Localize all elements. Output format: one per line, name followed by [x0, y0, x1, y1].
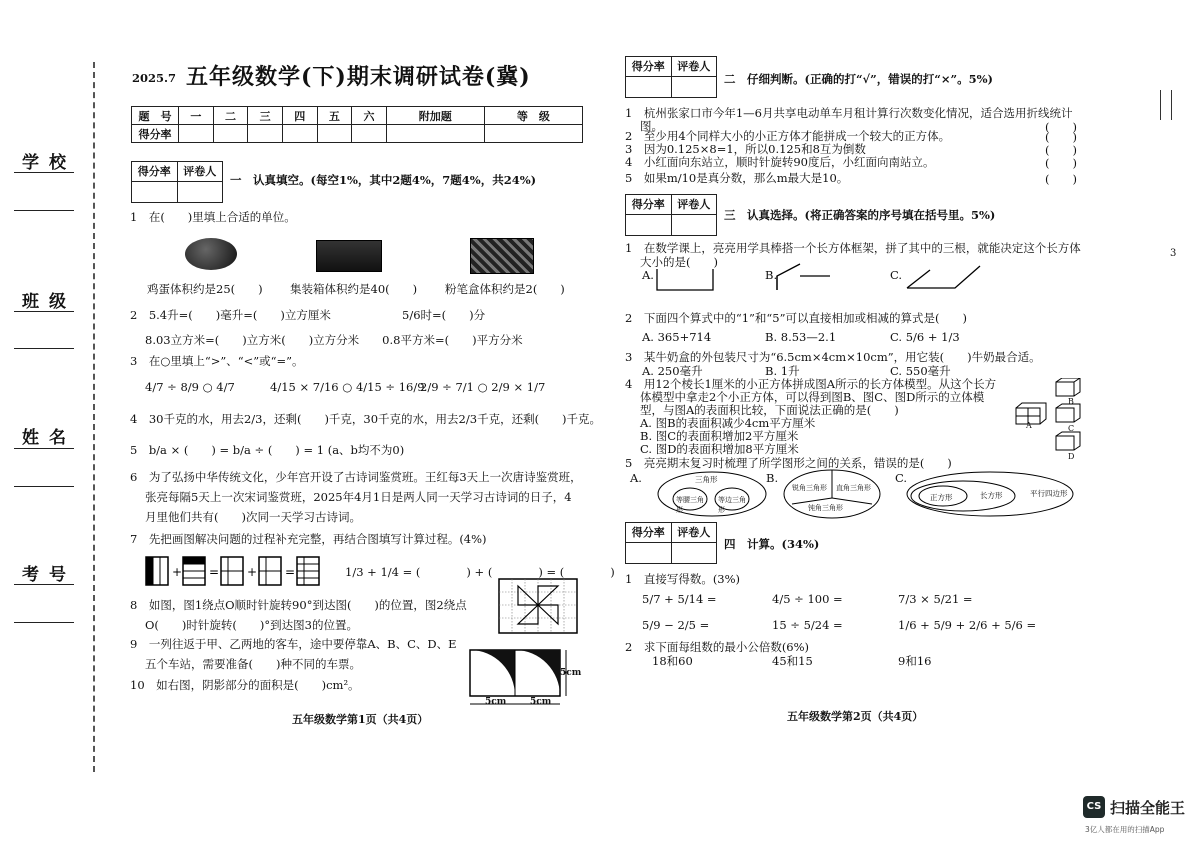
- q3-text: 3 在○里填上“>”、“<”或“=”。: [130, 354, 304, 368]
- school-line: [14, 172, 74, 173]
- score-table-cell: 二: [213, 107, 248, 125]
- camscanner-logo: CS: [1083, 796, 1105, 818]
- cube-label-c: C: [1068, 424, 1075, 433]
- s3-q4-line-3: 型，与图A的表面积比较，下面说法正确的是( ): [640, 403, 899, 417]
- s3-q5-opt-a: A.: [630, 471, 642, 485]
- q1-item-chalkbox: 粉笔盒体积约是2( ): [445, 282, 565, 296]
- cube-label-b: B: [1068, 397, 1074, 406]
- q8-rotation-grid: [498, 578, 578, 634]
- s4-q2-text: 2 求下面每组数的最小公倍数(6%): [625, 640, 810, 654]
- score-table-cell: 得分率: [132, 125, 179, 143]
- s3-q1-figure-c: [905, 262, 985, 294]
- class-line: [14, 311, 74, 312]
- venn-a-outer: 三角形: [695, 475, 718, 484]
- q5-text: 5 b/a × ( ) = b/a ÷ ( ) = 1 (a、b均不为0): [130, 443, 405, 457]
- s4-q1-item: 15 ÷ 5/24 =: [772, 618, 843, 632]
- section1-scorebox: [131, 161, 223, 203]
- q4-text: 4 30千克的水，用去2/3，还剩( )千克，30千克的水，用去2/3千克，还剩( )千克。: [130, 412, 602, 426]
- s3-q1-opt-b: B.: [765, 268, 778, 282]
- answer-paren[interactable]: ( ): [1045, 172, 1077, 186]
- q9-line-1: 9 一列往返于甲、乙两地的客车，途中要停靠A、B、C、D、E: [130, 637, 457, 651]
- section4-scorebox: [625, 522, 717, 564]
- name-label: 姓名: [22, 428, 76, 448]
- q7-text: 7 先把画图解决问题的过程补充完整，再结合图填写计算过程。(4%): [130, 532, 487, 546]
- s3-q5-text: 5 亮亮期末复习时梳理了所学图形之间的关系，错误的是( ): [625, 456, 952, 470]
- venn-c-parallelogram: 平行四边形: [1030, 489, 1068, 498]
- venn-c-rectangle: 长方形: [980, 491, 1003, 500]
- score-table-cell: 六: [352, 107, 387, 125]
- section4-title: 四 计算。(34%): [724, 537, 820, 551]
- scorebox-label: 评卷人: [677, 60, 711, 73]
- scorebox-label: 得分率: [626, 195, 672, 214]
- name-line-2: [14, 486, 74, 487]
- score-table-cell: 等 级: [484, 107, 582, 125]
- side-page-number: 3: [1170, 248, 1177, 259]
- container-image: [316, 240, 382, 272]
- score-table-cell: 五: [317, 107, 352, 125]
- scorebox-label: 评卷人: [677, 526, 711, 539]
- s4-q1-text: 1 直接写得数。(3%): [625, 572, 741, 586]
- s3-q3-opt-a: A. 250毫升: [642, 364, 703, 378]
- svg-text:+: +: [247, 565, 258, 579]
- section2-title: 二 仔细判断。(正确的打“√”，错误的打“×”。5%): [724, 72, 993, 86]
- s3-q2-text: 2 下面四个算式中的“1”和“5”可以直接相加或相减的算式是( ): [625, 311, 967, 325]
- id-label: 考号: [22, 565, 76, 585]
- score-cell: [352, 125, 387, 143]
- cube-models-figure: [1012, 378, 1082, 458]
- q10-width-label-2: 5cm: [530, 697, 552, 707]
- s2-item-5: 5 如果m/10是真分数，那么m最大是10。: [625, 171, 849, 185]
- cube-label-a: A: [1026, 421, 1032, 430]
- score-cell: [213, 125, 248, 143]
- watermark-brand: 扫描全能王: [1110, 799, 1186, 817]
- scorebox-label: 得分率: [132, 162, 178, 181]
- s4-q1-item: 1/6 + 5/9 + 2/6 + 5/6 =: [898, 618, 1037, 632]
- school-line-2: [14, 210, 74, 211]
- q10-text: 10 如右图，阴影部分的面积是( )cm²。: [130, 678, 360, 692]
- score-cell: [282, 125, 317, 143]
- s3-q1-figure-b: [775, 262, 835, 294]
- q2a-frac-text: 5/6时=( )分: [402, 308, 486, 322]
- s3-q3-text: 3 某牛奶盒的外包装尺寸为“6.5cm×4cm×10cm”，用它装( )牛奶最合适。: [625, 350, 1041, 364]
- s3-q1-line-1: 1 在数学课上，亮亮用学具棒搭一个长方体框架，拼了其中的三根，就能决定这个长方体: [625, 241, 1081, 255]
- s4-q1-item: 5/9 − 2/5 =: [642, 618, 710, 632]
- s2-item-3: 3 因为0.125×8=1，所以0.125和8互为倒数: [625, 142, 866, 156]
- s2-item-4: 4 小红面向东站立，顺时针旋转90度后，小红面向南站立。: [625, 155, 935, 169]
- q6-line-2: 张亮每隔5天上一次宋词鉴赏班，2025年4月1日是两人同一天学习古诗词的日子，4: [145, 490, 572, 504]
- s3-q3-opt-b: B. 1升: [765, 364, 800, 378]
- s3-q2-opt-c: C. 5/6 + 1/3: [890, 330, 960, 344]
- s3-q1-line-2: 大小的是( ): [640, 255, 718, 269]
- score-summary-table: [131, 106, 583, 143]
- id-line-2: [14, 622, 74, 623]
- exam-title: 五年级数学(下)期末调研试卷(冀): [186, 64, 531, 90]
- answer-paren[interactable]: ( ): [1045, 120, 1077, 134]
- q6-line-3: 月里他们共有( )次同一天学习古诗词。: [145, 510, 361, 524]
- exam-date: 2025.7: [132, 71, 177, 85]
- s2-item-1-cont: 图。: [640, 119, 663, 133]
- class-label: 班级: [22, 292, 76, 312]
- q1-item-container: 集装箱体积约是40( ): [290, 282, 418, 296]
- answer-paren[interactable]: ( ): [1045, 130, 1077, 144]
- s4-q1-item: 7/3 × 5/21 =: [898, 592, 973, 606]
- page2-footer: 五年级数学第2页（共4页）: [787, 710, 924, 723]
- answer-paren[interactable]: ( ): [1045, 143, 1077, 157]
- s3-q2-opt-b: B. 8.53—2.1: [765, 330, 837, 344]
- s4-q1-item: 5/7 + 5/14 =: [642, 592, 717, 606]
- score-cell: [386, 125, 484, 143]
- score-table-header-row: [132, 107, 583, 125]
- name-line: [14, 448, 74, 449]
- school-label: 学校: [22, 153, 76, 173]
- svg-text:=: =: [209, 565, 220, 579]
- s3-q4-opt-c: C. 图D的表面积增加8平方厘米: [640, 442, 799, 456]
- s3-q4-line-2: 体模型中拿走2个小正方体，可以得到图B、图C、图D所示的立体模: [640, 390, 985, 404]
- q1-item-egg: 鸡蛋体积约是25( ): [147, 282, 263, 296]
- s3-q2-opt-a: A. 365+714: [642, 330, 712, 344]
- s3-q5-opt-c: C.: [895, 471, 908, 485]
- venn-a-left: 等腰三角形: [676, 496, 704, 514]
- score-table-cell: 三: [248, 107, 283, 125]
- s3-q1-opt-a: A.: [642, 268, 654, 282]
- q8-line-2: O( )时针旋转( )°到达图3的位置。: [145, 618, 358, 632]
- q2a-text: 2 5.4升=( )毫升=( )立方厘米: [130, 308, 331, 322]
- binding-dashed-line: [93, 62, 95, 772]
- q10-height-label: 5cm: [560, 668, 582, 678]
- s4-q1-item: 4/5 ÷ 100 =: [772, 592, 843, 606]
- score-table-score-row: [132, 125, 583, 143]
- scorebox-label: 评卷人: [677, 198, 711, 211]
- section3-title: 三 认真选择。(将正确答案的序号填在括号里。5%): [724, 208, 996, 222]
- page1-footer: 五年级数学第1页（共4页）: [292, 713, 429, 726]
- s2-item-1: 1 杭州张家口市今年1—6月共享电动单车月租计算行次数变化情况，适合选用折线统计: [625, 106, 1073, 120]
- q6-line-1: 6 为了弘扬中华传统文化，少年宫开设了古诗词鉴赏班。王红每3天上一次唐诗鉴赏班，: [130, 470, 582, 484]
- s3-q1-figure-a: [655, 264, 715, 294]
- q7-expression: 1/3 + 1/4 = ( ) + ( ) = ( ): [345, 565, 615, 579]
- class-line-2: [14, 348, 74, 349]
- section1-title: 一 认真填空。(每空1%，其中2题4%，7题4%，共24%): [230, 173, 537, 187]
- s3-q4-opt-b: B. 图C的表面积增加2平方厘米: [640, 429, 799, 443]
- svg-text:=: =: [285, 565, 296, 579]
- venn-c-square: 正方形: [930, 493, 953, 502]
- score-cell: [484, 125, 582, 143]
- venn-b-acute: 锐角三角形: [792, 484, 827, 492]
- s3-q5-opt-b: B.: [766, 471, 779, 485]
- s4-q2-item: 45和15: [772, 654, 813, 668]
- score-table-cell: 附加题: [386, 107, 484, 125]
- s4-q2-item: 18和60: [652, 654, 693, 668]
- s3-q1-opt-c: C.: [890, 268, 903, 282]
- q10-width-label-1: 5cm: [485, 697, 507, 707]
- scorebox-label: 评卷人: [183, 165, 217, 178]
- scorebox-label: 得分率: [626, 57, 672, 76]
- venn-a-right: 等边三角形: [718, 496, 746, 514]
- score-cell: [248, 125, 283, 143]
- answer-paren[interactable]: ( ): [1045, 156, 1077, 170]
- q2b-text: 8.03立方米=( )立方米( )立方分米 0.8平方米=( )平方分米: [145, 333, 523, 347]
- page-edge-mark: [1160, 90, 1172, 120]
- q1-text: 1 在( )里填上合适的单位。: [130, 210, 296, 224]
- q3-expr-1: 4/7 ÷ 8/9 ○ 4/7: [145, 380, 235, 394]
- svg-text:+: +: [172, 565, 183, 579]
- score-table-cell: 题 号: [132, 107, 179, 125]
- s3-q4-opt-a: A. 图B的表面积减少4cm平方厘米: [640, 416, 816, 430]
- section3-scorebox: [625, 194, 717, 236]
- watermark-sub: 3亿人都在用的扫描App: [1085, 825, 1165, 834]
- q3-expr-2: 4/15 × 7/16 ○ 4/15 ÷ 16/9: [270, 380, 425, 394]
- score-cell: [179, 125, 214, 143]
- scorebox-label: 得分率: [626, 523, 672, 542]
- score-table-cell: 一: [179, 107, 214, 125]
- score-cell: [317, 125, 352, 143]
- s4-q2-item: 9和16: [898, 654, 932, 668]
- q9-line-2: 五个车站，需要准备( )种不同的车票。: [145, 657, 361, 671]
- q3-expr-3: 2/9 ÷ 7/1 ○ 2/9 × 1/7: [420, 380, 546, 394]
- s2-item-2: 2 至少用4个同样大小的小正方体才能拼成一个较大的正方体。: [625, 129, 951, 143]
- score-table-cell: 四: [282, 107, 317, 125]
- q8-line-1: 8 如图，图1绕点O顺时针旋转90°到达图( )的位置，图2绕点: [130, 598, 467, 612]
- chalk-box-image: [470, 238, 534, 274]
- section2-scorebox: [625, 56, 717, 98]
- venn-b-right: 直角三角形: [836, 484, 871, 492]
- s3-q3-opt-c: C. 550毫升: [890, 364, 951, 378]
- egg-image: [185, 238, 237, 270]
- id-line: [14, 584, 74, 585]
- venn-b-obtuse: 钝角三角形: [808, 504, 843, 512]
- s3-q4-line-1: 4 用12个棱长1厘米的小正方体拼成图A所示的长方体模型。从这个长方: [625, 377, 997, 391]
- q7-fraction-diagram: [145, 555, 335, 587]
- cube-label-d: D: [1068, 452, 1075, 461]
